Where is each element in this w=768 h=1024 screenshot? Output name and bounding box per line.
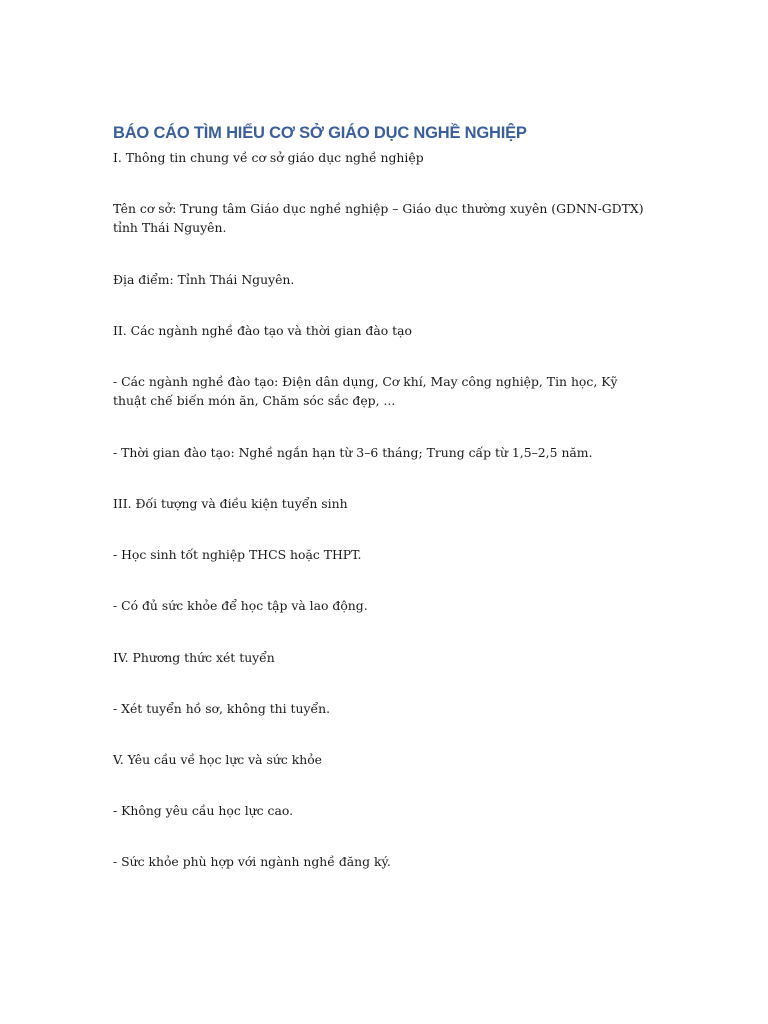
paragraph-facility-name: Tên cơ sở: Trung tâm Giáo dục nghề nghiệp – Giáo dục thường xuyên (GDNN-GDTX) tỉnh Thái Nguyên. (113, 201, 644, 235)
paragraph-location: Địa điểm: Tỉnh Thái Nguyên. (113, 272, 295, 287)
paragraph-academic-requirement: - Không yêu cầu học lực cao. (113, 803, 294, 818)
section-heading-general-info: I. Thông tin chung về cơ sở giáo dục nghề nghiệp (113, 150, 424, 165)
paragraph-admission-education: - Học sinh tốt nghiệp THCS hoặc THPT. (113, 547, 362, 562)
section-heading-requirements: V. Yêu cầu về học lực và sức khỏe (113, 752, 322, 767)
section-heading-admission-method: IV. Phương thức xét tuyển (113, 650, 275, 665)
section-heading-training-programs: II. Các ngành nghề đào tạo và thời gian đào tạo (113, 323, 412, 338)
section-heading-admission-criteria: III. Đối tượng và điều kiện tuyển sinh (113, 496, 348, 511)
paragraph-admission-method: - Xét tuyển hồ sơ, không thi tuyển. (113, 701, 331, 716)
paragraph-training-duration: - Thời gian đào tạo: Nghề ngắn hạn từ 3–6 tháng; Trung cấp từ 1,5–2,5 năm. (113, 445, 593, 460)
paragraph-admission-health: - Có đủ sức khỏe để học tập và lao động. (113, 598, 368, 613)
paragraph-training-programs: - Các ngành nghề đào tạo: Điện dân dụng, Cơ khí, May công nghiệp, Tin học, Kỹ thuật chế biến món ăn, Chăm sóc sắc đẹp, ... (113, 374, 618, 408)
document-title: BÁO CÁO TÌM HIỂU CƠ SỞ GIÁO DỤC NGHỀ NGHIỆP (113, 124, 527, 142)
paragraph-health-requirement: - Sức khỏe phù hợp với ngành nghề đăng ký. (113, 854, 391, 869)
